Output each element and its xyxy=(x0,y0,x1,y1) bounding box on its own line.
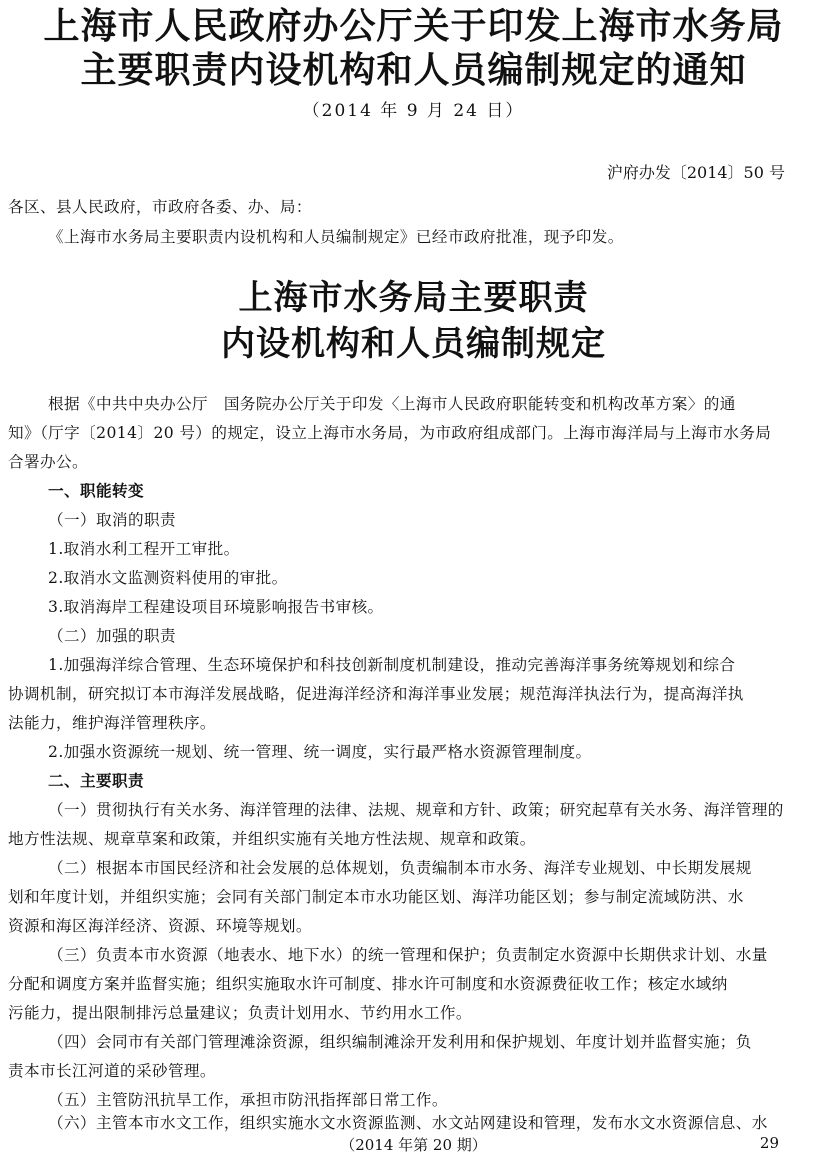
intro-line: 合署办公。 xyxy=(8,453,88,471)
paragraph-line: 法能力，维护海洋管理秩序。 xyxy=(8,714,216,732)
list-item: 2.加强水资源统一规划、统一管理、统一调度，实行最严格水资源管理制度。 xyxy=(48,743,592,761)
notice-body: 《上海市水务局主要职责内设机构和人员编制规定》已经市政府批准，现予印发。 xyxy=(48,228,624,246)
subsection-heading: （一）取消的职责 xyxy=(48,511,176,529)
document-number: 沪府办发〔2014〕50 号 xyxy=(606,163,785,182)
paragraph-line: 1.加强海洋综合管理、生态环境保护和科技创新制度机制建设，推动完善海洋事务统筹规划和综合 xyxy=(48,656,736,674)
notice-date: （2014 年 9 月 24 日） xyxy=(302,101,525,121)
list-item: 1.取消水利工程开工审批。 xyxy=(48,540,240,558)
paragraph-line: （三）负责本市水资源（地表水、地下水）的统一管理和保护；负责制定水资源中长期供求计划、水量 xyxy=(48,946,768,964)
paragraph-line: 分配和调度方案并监督实施；组织实施取水许可制度、排水许可制度和水资源费征收工作；核定水域纳 xyxy=(8,975,728,993)
regulation-title-line1: 上海市水务局主要职责 xyxy=(238,278,589,318)
paragraph-line: 地方性法规、规章草案和政策，并组织实施有关地方性法规、规章和政策。 xyxy=(8,830,536,848)
notice-title-line2: 主要职责内设机构和人员编制规定的通知 xyxy=(80,50,747,91)
paragraph-line: （一）贯彻执行有关水务、海洋管理的法律、法规、规章和方针、政策；研究起草有关水务、海洋管理的 xyxy=(48,801,784,819)
paragraph-line: 资源和海区海洋经济、资源、环境等规划。 xyxy=(8,917,312,935)
paragraph-line: （四）会同市有关部门管理滩涂资源，组织编制滩涂开发利用和保护规划、年度计划并监督实施；负 xyxy=(48,1033,752,1051)
intro-line: 根据《中共中央办公厅 国务院办公厅关于印发〈上海市人民政府职能转变和机构改革方案〉的通 xyxy=(48,395,736,413)
paragraph-line: （二）根据本市国民经济和社会发展的总体规划，负责编制本市水务、海洋专业规划、中长期发展规 xyxy=(48,859,752,877)
paragraph-line: 责本市长江河道的采砂管理。 xyxy=(8,1062,216,1080)
list-item: 2.取消水文监测资料使用的审批。 xyxy=(48,569,288,587)
section-heading: 一、职能转变 xyxy=(48,482,144,500)
list-item: 3.取消海岸工程建设项目环境影响报告书审核。 xyxy=(48,598,384,616)
paragraph-line: 协调机制，研究拟订本市海洋发展战略，促进海洋经济和海洋事业发展；规范海洋执法行为，提高海洋执 xyxy=(8,685,744,703)
notice-title-line1: 上海市人民政府办公厅关于印发上海市水务局 xyxy=(43,6,784,47)
intro-line: 知》（厅字〔2014〕20 号）的规定，设立上海市水务局，为市政府组成部门。上海市海洋局与上海市水务局 xyxy=(8,424,772,442)
page-number: 29 xyxy=(759,1134,779,1152)
paragraph-line: （六）主管本市水文工作，组织实施水文水资源监测、水文站网建设和管理，发布水文水资源信息、水 xyxy=(48,1114,768,1132)
footer-issue: （2014 年第 20 期） xyxy=(340,1136,487,1154)
paragraph-line: 污能力，提出限制排污总量建议；负责计划用水、节约用水工作。 xyxy=(8,1004,472,1022)
section-heading: 二、主要职责 xyxy=(48,772,144,790)
paragraph-line: （五）主管防汛抗旱工作，承担市防汛指挥部日常工作。 xyxy=(48,1091,448,1109)
paragraph-line: 划和年度计划，并组织实施；会同有关部门制定本市水功能区划、海洋功能区划；参与制定流域防洪、水 xyxy=(8,888,744,906)
subsection-heading: （二）加强的职责 xyxy=(48,627,176,645)
regulation-title-line2: 内设机构和人员编制规定 xyxy=(221,324,606,364)
addressee: 各区、县人民政府，市政府各委、办、局： xyxy=(8,198,312,216)
